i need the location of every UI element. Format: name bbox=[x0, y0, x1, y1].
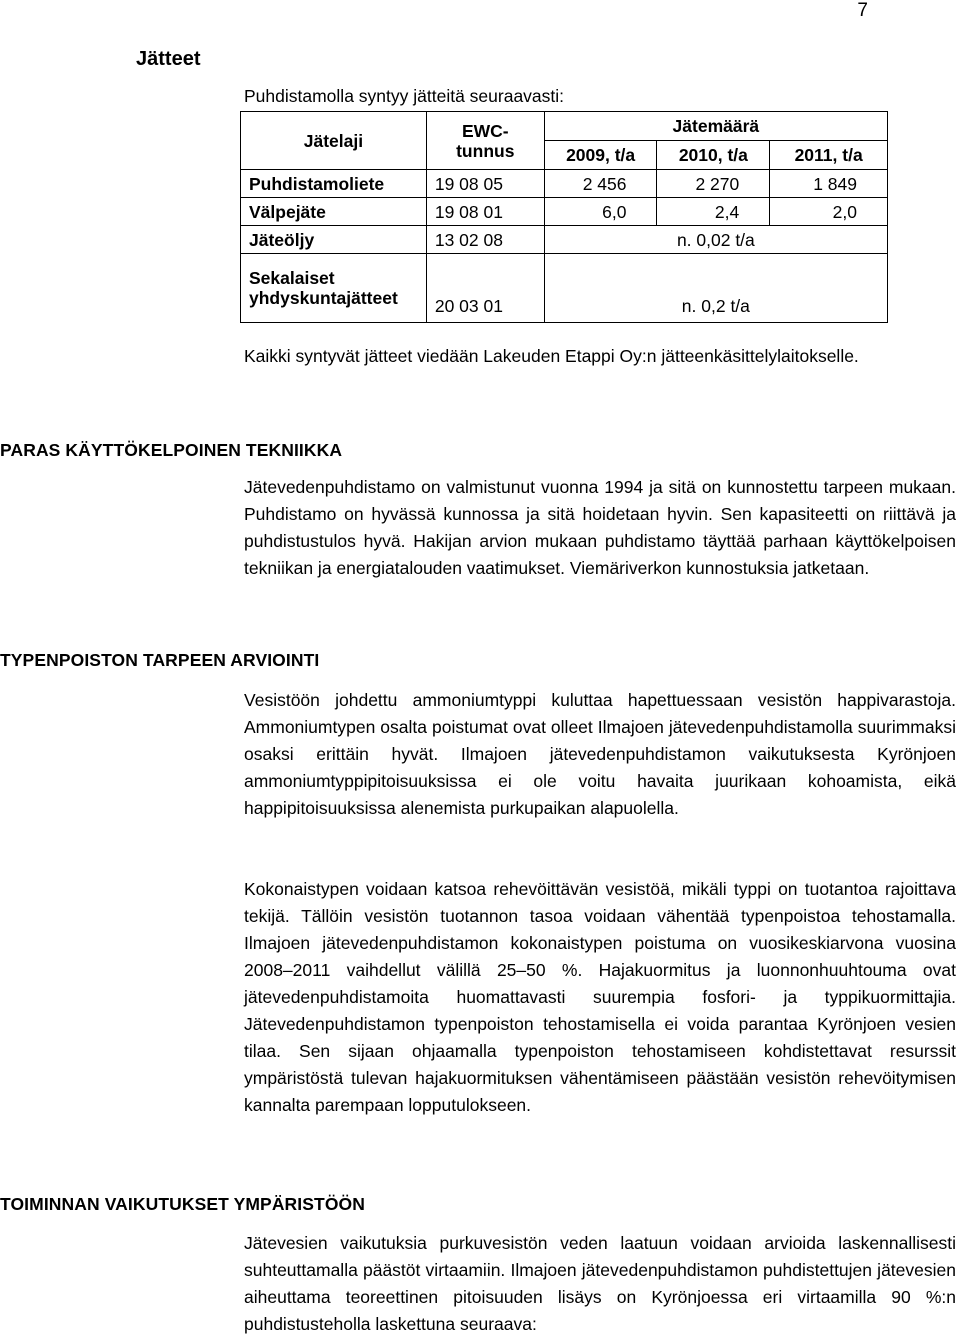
header-year-2011: 2011, t/a bbox=[770, 141, 888, 170]
waste-merged-value: n. 0,2 t/a bbox=[544, 254, 887, 323]
waste-value: 2 456 bbox=[544, 170, 657, 198]
table-row bbox=[241, 170, 888, 198]
waste-name: Jäteöljy bbox=[241, 226, 427, 254]
waste-name: Välpejäte bbox=[241, 198, 427, 226]
waste-value: 2,4 bbox=[657, 198, 770, 226]
waste-name: Puhdistamoliete bbox=[241, 170, 427, 198]
waste-table bbox=[240, 111, 888, 323]
table-row bbox=[241, 226, 888, 254]
waste-value: 1 849 bbox=[770, 170, 888, 198]
heading-bat: PARAS KÄYTTÖKELPOINEN TEKNIIKKA bbox=[0, 440, 343, 460]
page-number: 7 bbox=[857, 0, 868, 21]
effects-text: Jätevesien vaikutuksia purkuvesistön veden laatuun voidaan arvioida laskennallisesti suhteuttamalla päästöt virtaamiin. Ilmajoen jätevedenpuhdistamon puhdistettujen jätevesien aiheuttama teoreettinen pitoisuuden lisäys on Kyrönjoessa eri virtaamilla 90 %:n puhdistusteholla laskettuna seuraava: bbox=[244, 1233, 956, 1334]
section-title: Jätteet bbox=[136, 48, 201, 70]
nitrogen-text-1: Vesistöön johdettu ammoniumtyppi kuluttaa hapettuessaan vesistön happivarastoja. Ammoniumtypen osalta poistumat ovat olleet Ilmajoen jätevedenpuhdistamolla suurimmaksi osaksi erittäin hyvät. Ilmajoen jätevedenpuhdistamon vaikutuksesta Kyrönjoen ammoniumtyppipitoisuuksissa ei ole voitu havaita juurikaan kohoamista, eikä happipitoisuuksissa alenemista purkupaikan alapuolella. bbox=[244, 690, 956, 818]
table-intro: Puhdistamolla syntyy jätteitä seuraavasti: bbox=[244, 86, 565, 106]
table-header-row bbox=[241, 112, 888, 141]
heading-nitrogen: TYPENPOISTON TARPEEN ARVIOINTI bbox=[0, 650, 320, 670]
waste-ewc: 13 02 08 bbox=[426, 226, 544, 254]
waste-ewc: 19 08 01 bbox=[426, 198, 544, 226]
waste-value: 6,0 bbox=[544, 198, 657, 226]
bat-text: Jätevedenpuhdistamo on valmistunut vuonna 1994 ja sitä on kunnostettu tarpeen mukaan. Puhdistamo on hyvässä kunnossa ja sitä hoidetaan hyvin. Sen kapasiteetti on riittävä ja puhdistustulos hyvä. Hakijan arvion mukaan puhdistamo täyttää parhaan käyttökelpoisen tekniikan ja energiatalouden vaatimukset. Viemäriverkon kunnostuksia jatketaan. bbox=[244, 477, 956, 578]
nitrogen-text-2: Kokonaistypen voidaan katsoa rehevöittävän vesistöä, mikäli typpi on tuotantoa rajoittava tekijä. Tällöin vesistön tuotannon tasoa voidaan vähentää typenpoistoa tehostamalla. Ilmajoen jätevedenpuhdistamon kokonaistypen poistuma on vuosikeskiarvona vuosina 2008–2011 vaihdellut välillä 25–50 %. Hajakuormitus ja luonnonhuuhtouma ovat jätevedenpuhdistamoita huomattavasti suurempia fosfori- ja typpikuormittajia. Jätevedenpuhdistamon typenpoiston tehostamisella ei voida parantaa Kyrönjoen vesien tilaa. Sen sijaan ohjaamalla typenpoiston tehostamiseen kohdistettavat resurssit ympäristöstä tulevan hajakuormituksen vähentämiseen päästään vesistön rehevöitymisen kannalta parempaan lopputulokseen. bbox=[244, 879, 956, 1115]
waste-merged-value: n. 0,02 t/a bbox=[544, 226, 887, 254]
header-ewc: EWC-tunnus bbox=[426, 112, 544, 170]
waste-ewc: 20 03 01 bbox=[426, 254, 544, 323]
waste-value: 2 270 bbox=[657, 170, 770, 198]
waste-name: Sekalaiset yhdyskuntajätteet bbox=[241, 254, 427, 323]
header-year-2010: 2010, t/a bbox=[657, 141, 770, 170]
waste-ewc: 19 08 05 bbox=[426, 170, 544, 198]
table-note: Kaikki syntyvät jätteet viedään Lakeuden Etappi Oy:n jätteenkäsittelylaitokselle. bbox=[244, 346, 859, 366]
table-row bbox=[241, 254, 888, 323]
heading-effects: TOIMINNAN VAIKUTUKSET YMPÄRISTÖÖN bbox=[0, 1194, 365, 1214]
header-amount: Jätemäärä bbox=[544, 112, 887, 141]
table-row bbox=[241, 198, 888, 226]
header-year-2009: 2009, t/a bbox=[544, 141, 657, 170]
waste-value: 2,0 bbox=[770, 198, 888, 226]
header-waste-type: Jätelaji bbox=[241, 112, 427, 170]
